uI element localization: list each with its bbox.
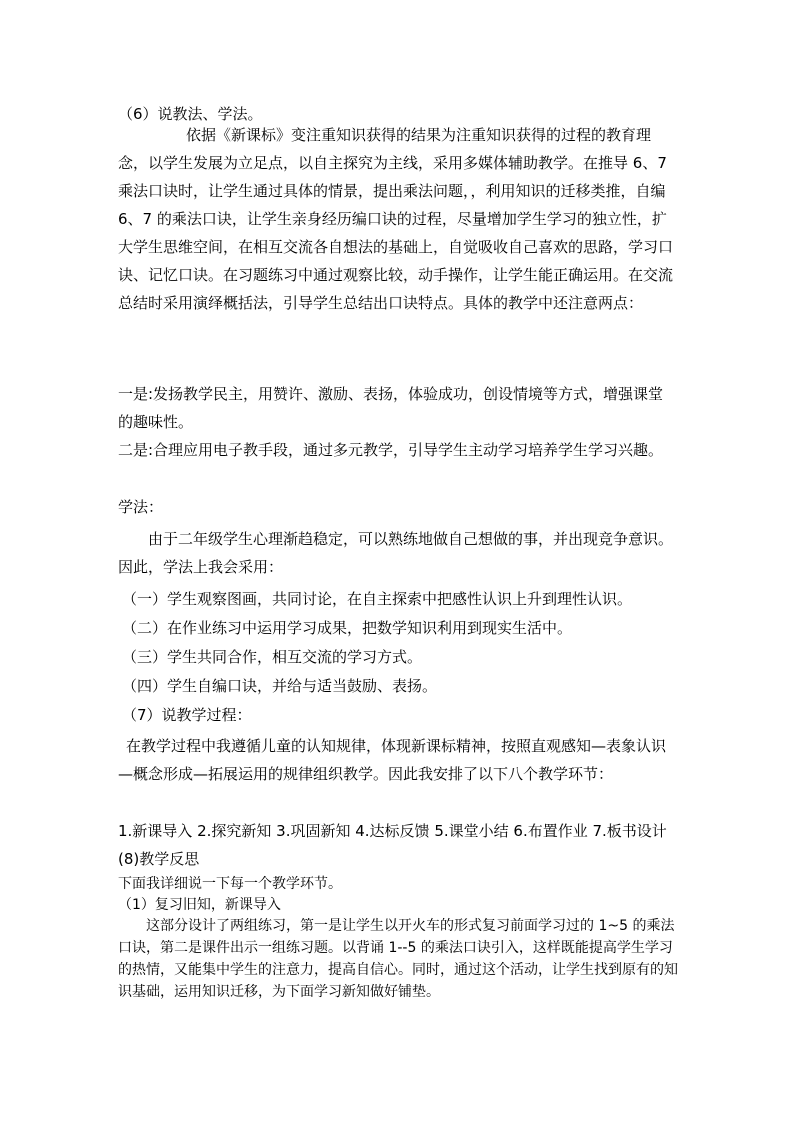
detail-intro-line: 下面我详细说一下每一个教学环节。 — [118, 876, 342, 892]
point-two-paragraph: 二是:合理应用电子教手段，通过多元教学，引导学生主动学习培养学生学习兴趣。 — [118, 441, 664, 459]
heading-teaching-learning-methods: （6）说教法、学法。 — [118, 105, 263, 123]
learning-item-4: （四）学生自编口诀，并给与适当鼓励、表扬。 — [122, 677, 438, 695]
sub-heading-review: （1）复习旧知，新课导入 — [118, 897, 281, 913]
heading-teaching-process: （7）说教学过程： — [122, 706, 252, 724]
teaching-process-paragraph: 在教学过程中我遵循儿童的认知规律，体现新课标精神，按照直观感知—表象认识—概念形成—拓展运用的规律组织教学。因此我安排了以下八个教学环节： — [118, 737, 667, 783]
learning-item-3: （三）学生共同合作，相互交流的学习方式。 — [122, 648, 423, 666]
point-one-paragraph: 一是:发扬教学民主，用赞许、激励、表扬，体验成功，创设情境等方式，增强课堂的趣味性。 — [118, 385, 664, 431]
learning-method-paragraph: 由于二年级学生心理渐趋稳定，可以熟练地做自己想做的事，并出现竞争意识。因此，学法上我会采用： — [118, 530, 674, 576]
learning-method-label: 学法： — [118, 498, 164, 516]
review-paragraph: 这部分设计了两组练习，第一是让学生以开火车的形式复习前面学习过的 1~5 的乘法口诀，第二是课件出示一组练习题。以背诵 1--5 的乘法口诀引入，这样既能提高学生学习的热情，又能集中学生的注意力，提高自信心。同时，通过这个活动，让学生找到原有的知识基础，运用知识迁移，为下面学习新知做好铺垫。 — [118, 918, 678, 1000]
teaching-steps-line: 1.新课导入 2.探究新知 3.巩固新知 4.达标反馈 5.课堂小结 6.布置作业 7.板书设计(8)教学反思 — [118, 822, 667, 868]
learning-item-1: （一）学生观察图画，共同讨论，在自主探索中把感性认识上升到理性认识。 — [122, 590, 633, 608]
learning-item-2: （二）在作业练习中运用学习成果，把数学知识利用到现实生活中。 — [122, 619, 573, 637]
teaching-method-paragraph: 依据《新课标》变注重知识获得的结果为注重知识获得的过程的教育理念，以学生发展为立足点，以自主探究为主线，采用多媒体辅助教学。在推导 6、7 乘法口诀时，让学生通过具体的情景，提出乘法问题，，利用知识的迁移类推，自编 6、7 的乘法口诀，让学生亲身经历编口诀的过程，尽量增加学生学习的独立性，扩大学生思维空间，在相互交流各自想法的基础上，自觉吸收自己喜欢的思路，学习口诀、记忆口诀。在习题练习中通过观察比较，动手操作，让学生能正确运用。在交流总结时采用演绎概括法，引导学生总结出口诀特点。具体的教学中还注意两点： — [118, 126, 674, 312]
